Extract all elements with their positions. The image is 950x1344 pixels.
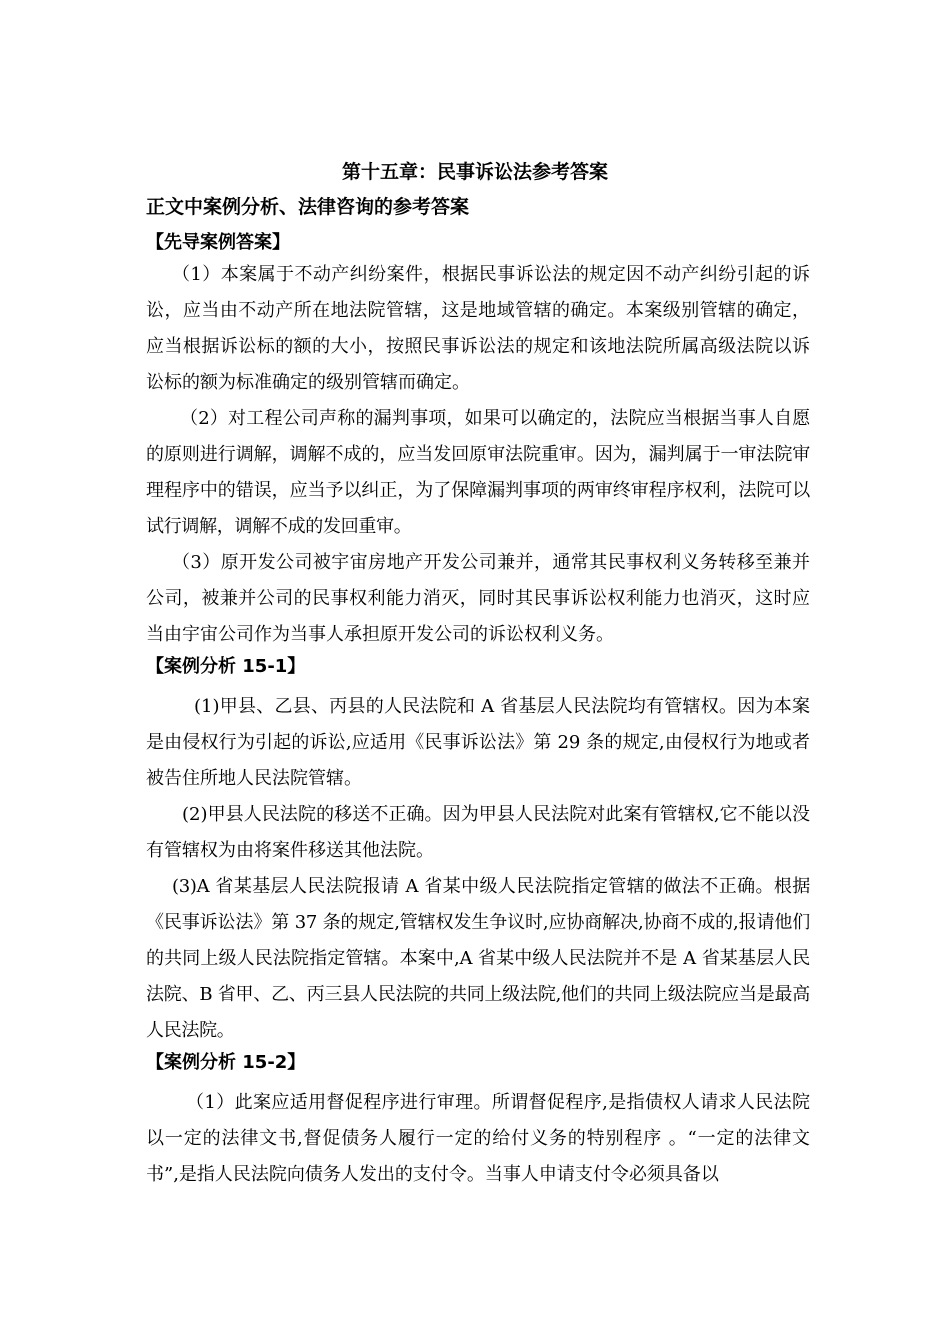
document-title: 第十五章：民事诉讼法参考答案 — [341, 161, 608, 183]
section-heading-case-15-1: 【案例分析 15-1】 — [146, 656, 306, 677]
paragraph: (3)A 省某基层人民法院报请 A 省某中级人民法院指定管辖的做法不正确。根据《民事诉讼法》第 37 条的规定,管辖权发生争议时,应协商解决,协商不成的,报请他们的共同上级人民法院指定管辖。本案中,A 省某中级人民法院并不是 A 省某基层人民法院、B 省甲、乙、丙三县人民法院的共同上级法院,他们的共同上级法院应当是最高人民法院。 — [146, 876, 810, 1041]
document-subtitle: 正文中案例分析、法律咨询的参考答案 — [146, 196, 470, 218]
section-heading-case-15-2: 【案例分析 15-2】 — [146, 1052, 306, 1073]
paragraph: （1）此案应适用督促程序进行审理。所谓督促程序,是指债权人请求人民法院以一定的法律文书,督促债务人履行一定的给付义务的特别程序 。“一定的法律文书”,是指人民法院向债务人发出的支付令。当事人申请支付令必须具备以 — [146, 1092, 810, 1185]
paragraph: (1)甲县、乙县、丙县的人民法院和 A 省基层人民法院均有管辖权。因为本案是由侵权行为引起的诉讼,应适用《民事诉讼法》第 29 条的规定,由侵权行为地或者被告住所地人民法院管辖。 — [146, 696, 810, 789]
paragraph: (2)甲县人民法院的移送不正确。因为甲县人民法院对此案有管辖权,它不能以没有管辖权为由将案件移送其他法院。 — [146, 804, 810, 861]
section-heading-lead-case: 【先导案例答案】 — [146, 232, 290, 253]
paragraph: （1）本案属于不动产纠纷案件，根据民事诉讼法的规定因不动产纠纷引起的诉讼，应当由不动产所在地法院管辖，这是地域管辖的确定。本案级别管辖的确定，应当根据诉讼标的额的大小，按照民事诉讼法的规定和该地法院所属高级法院以诉讼标的额为标准确定的级别管辖而确定。 — [146, 264, 810, 393]
paragraph: （3）原开发公司被宇宙房地产开发公司兼并，通常其民事权利义务转移至兼并公司，被兼并公司的民事权利能力消灭，同时其民事诉讼权利能力也消灭，这时应当由宇宙公司作为当事人承担原开发公司的诉讼权利义务。 — [146, 552, 810, 645]
paragraph: （2）对工程公司声称的漏判事项，如果可以确定的，法院应当根据当事人自愿的原则进行调解，调解不成的，应当发回原审法院重审。因为，漏判属于一审法院审理程序中的错误，应当予以纠正，为了保障漏判事项的两审终审程序权利，法院可以试行调解，调解不成的发回重审。 — [146, 408, 810, 537]
